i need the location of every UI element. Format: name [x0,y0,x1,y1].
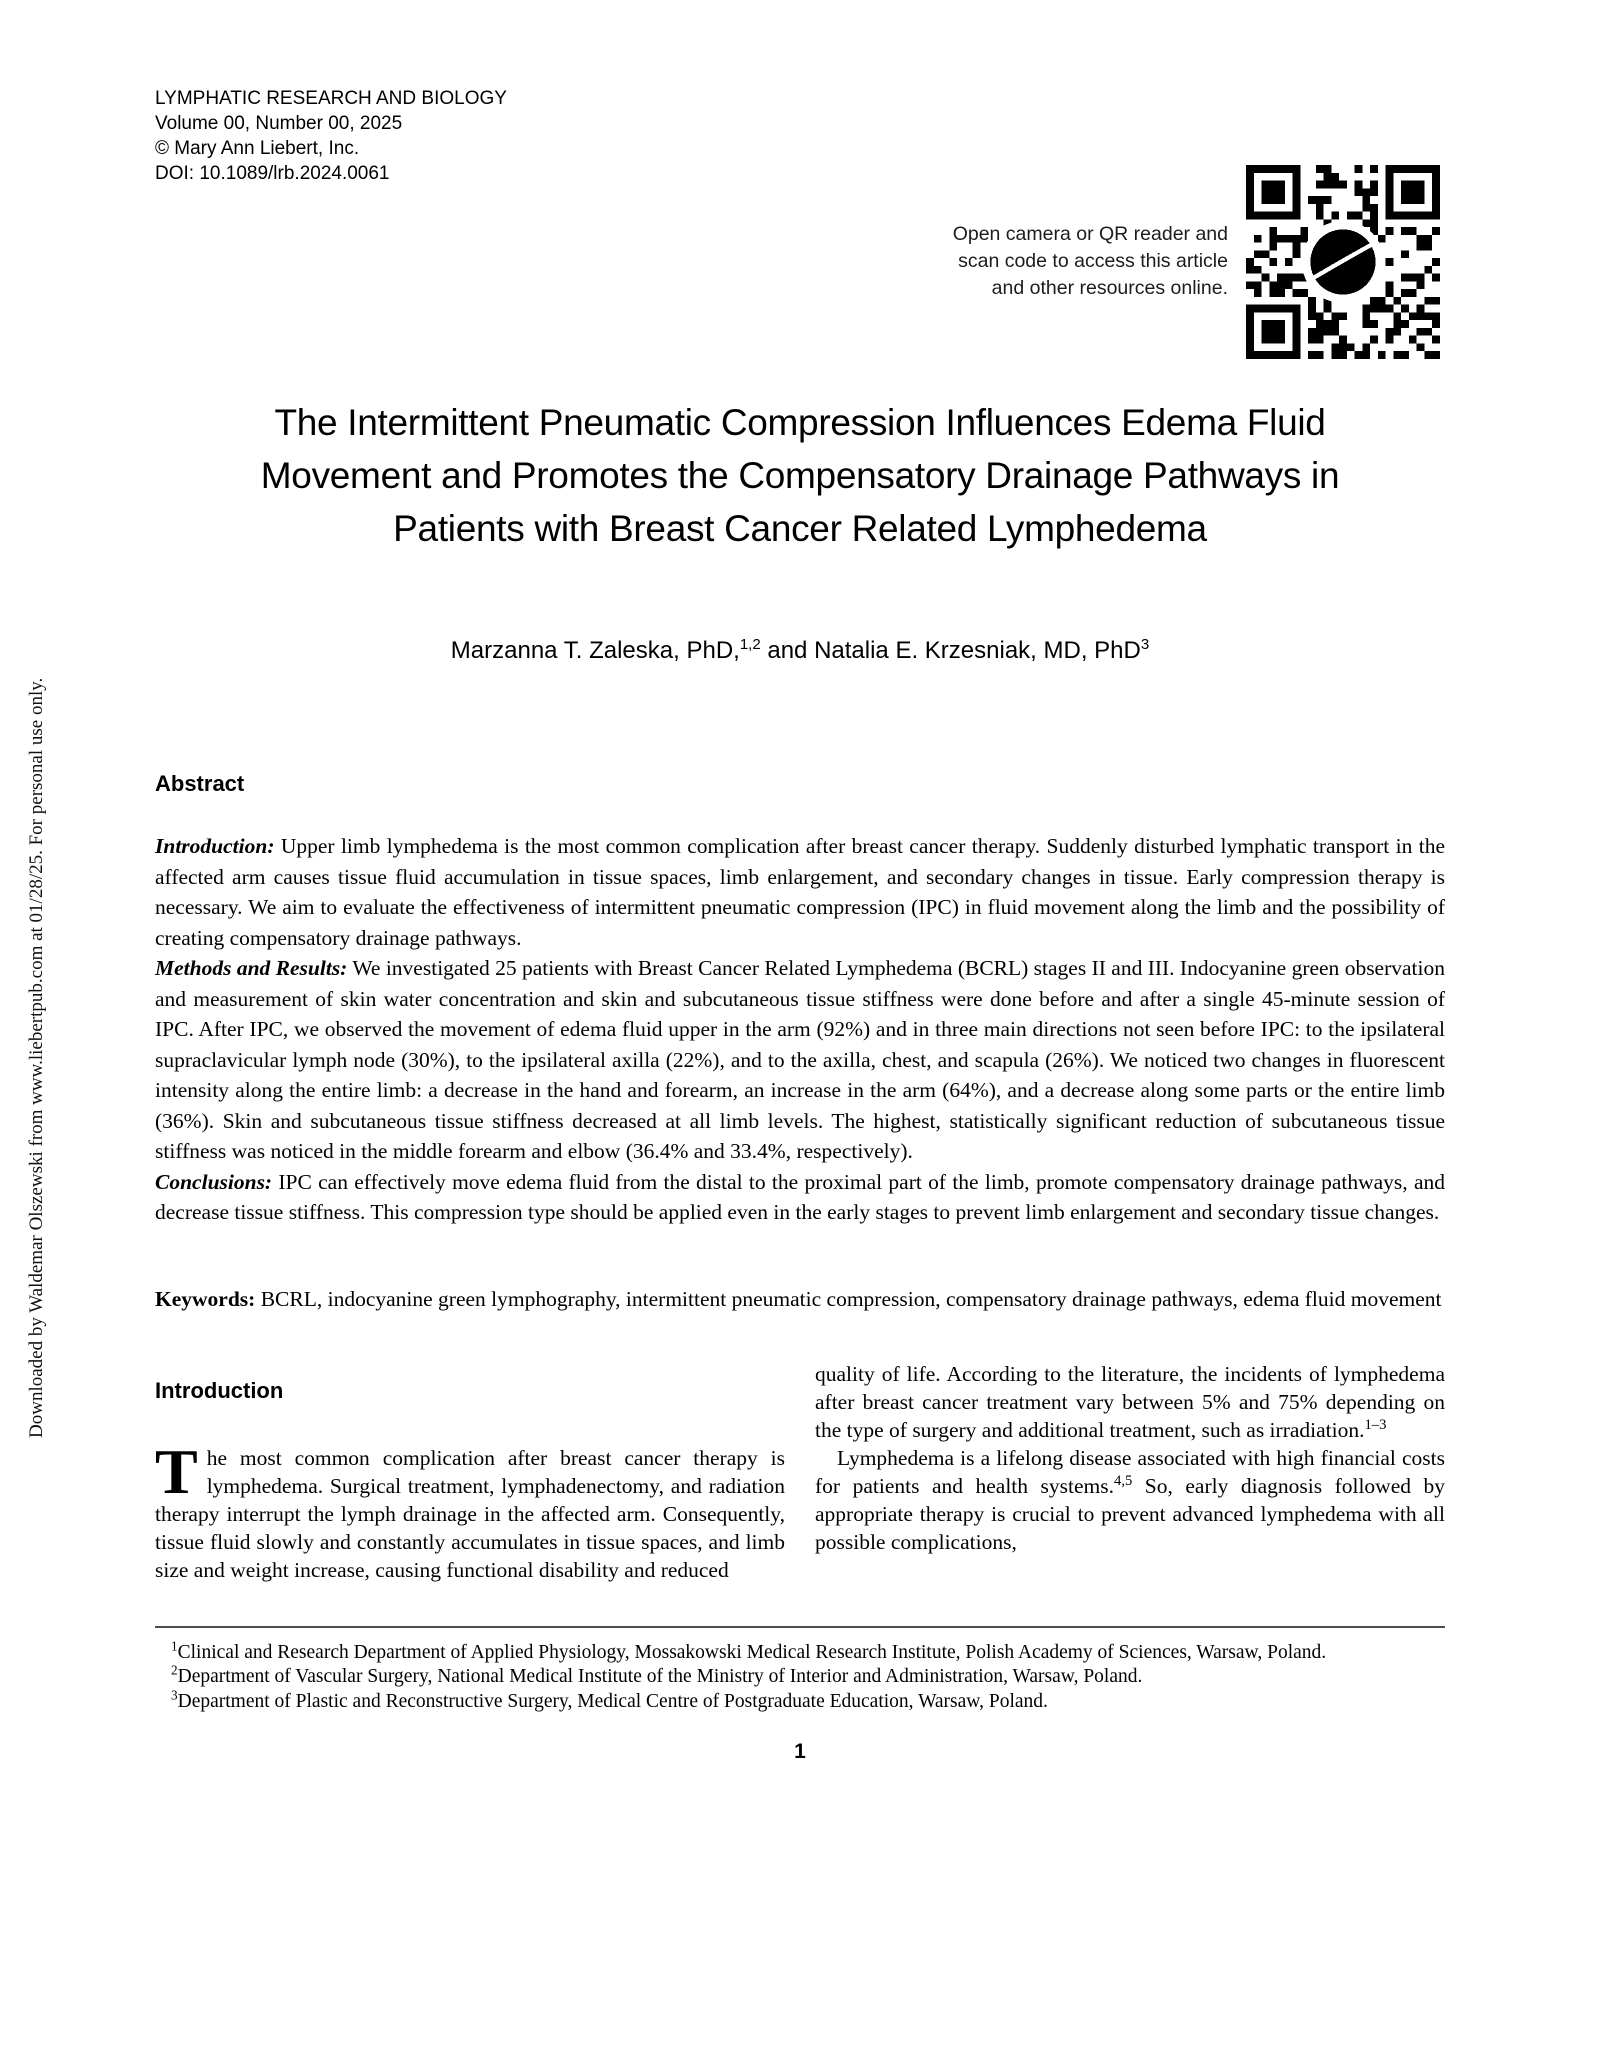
intro-paragraph: quality of life. According to the literature, the incidents of lymphedema after breast cancer treatment vary between 5% and 75% depending on the type of surgery and additional treatment, such as irradiation.$^{1-3}$ [815,1362,1445,1442]
abstract-body [155,831,1445,1228]
page-number: 1 [794,1740,806,1764]
qr-caption-line: and other resources online. [991,277,1228,299]
journal-volume: Volume 00, Number 00, 2025 [155,113,403,134]
keywords-line [155,1284,1445,1315]
abstract-paragraph-methods [155,953,1445,1167]
abstract-paragraph-text: IPC can effectively move edema fluid from the distal to the proximal part of the limb, promote compensatory drainage pathways, and decrease tissue stiffness. This compression type should be applied even in the early stages to prevent limb enlargement and secondary tissue changes. [155,1169,1445,1224]
keywords-label: Keywords: [155,1286,256,1311]
abstract-paragraph-label: Methods and Results: [155,956,348,980]
download-watermark: Downloaded by Waldemar Olszewski from www.liebertpub.com at 01/28/25. For personal use only. [26,677,47,1438]
journal-name: LYMPHATIC RESEARCH AND BIOLOGY [155,88,507,109]
abstract-paragraph-text: We investigated 25 patients with Breast Cancer Related Lymphedema (BCRL) stages II and III. Indocyanine green observation and measurement of skin water concentration and skin and subcutaneous tissue stiffness were done before and after a single 45-minute session of IPC. After IPC, we observed the movement of edema fluid upper in the arm (92%) and in three main directions not seen before IPC: to the ipsilateral supraclavicular lymph node (30%), to the ipsilateral axilla (22%), and to the axilla, chest, and scapula (26%). We noticed two changes in fluorescent intensity along the entire limb: a decrease in the hand and forearm, an increase in the arm (64%), and a decrease along some parts or the entire limb (36%). Skin and subcutaneous tissue stiffness decreased at all limb levels. The highest, statistically significant reduction of subcutaneous tissue stiffness was noticed in the middle forearm and elbow (36.4% and 33.4%, respectively). [155,956,1445,1163]
journal-copyright: © Mary Ann Liebert, Inc. [155,138,360,159]
two-column-body [155,1360,1445,1606]
introduction-heading: Introduction [155,1378,284,1404]
footnote-divider [155,1626,1445,1628]
intro-paragraph [155,1436,785,1584]
article-title: The Intermittent Pneumatic Compression Influences Edema Fluid Movement and Promotes the Compensatory Drainage Pathways in Patients with Breast Cancer Related Lymphedema [260,402,1340,549]
abstract-paragraph-introduction [155,831,1445,953]
footnote-affiliation-3: $^3$Department of Plastic and Reconstructive Surgery, Medical Centre of Postgraduate Education, Warsaw, Poland. [171,1687,1048,1712]
footnote-affiliation-2: $^2$Department of Vascular Surgery, National Medical Institute of the Ministry of Interior and Administration, Warsaw, Poland. [171,1662,1143,1688]
dropcap: T [155,1436,198,1508]
abstract-heading: Abstract [155,771,245,796]
abstract-paragraph-label: Introduction: [155,834,275,858]
intro-paragraph-text: he most common complication after breast cancer therapy is lymphedema. Surgical treatment, lymphadenectomy, and radiation therapy interrupt the lymph drainage in the affected arm. Consequently, tissue fluid slowly and constantly accumulates in tissue spaces, and limb size and weight increase, causing functional disability and reduced [155,1446,785,1583]
intro-paragraph: Lymphedema is a lifelong disease associated with high financial costs for patients and health systems.$^{4,5}$ So, early diagnosis followed by appropriate therapy is crucial to prevent advanced lymphedema with all possible complications, [815,1446,1446,1554]
authors-line: Marzanna T. Zaleska, PhD,$^{1,2}$ and Natalia E. Krzesniak, MD, PhD$^3$ [450,636,1150,664]
journal-header [155,86,1445,186]
qr-caption-line: scan code to access this article [958,250,1228,272]
keywords-text: BCRL, indocyanine green lymphography, intermittent pneumatic compression, compensatory drainage pathways, edema fluid movement [255,1286,1442,1311]
abstract-paragraph-label: Conclusions: [155,1169,273,1194]
footnote-affiliation-1: $^1$Clinical and Research Department of Applied Physiology, Mossakowski Medical Research Institute, Polish Academy of Sciences, Warsaw, Poland. [171,1638,1327,1663]
intro-left-column [155,1360,785,1606]
footnotes [155,1638,1445,1715]
qr-caption-line: Open camera or QR reader and [952,223,1228,245]
intro-right-column [815,1360,1445,1606]
journal-doi: DOI: 10.1089/lrb.2024.0061 [155,163,390,184]
page-content [155,0,1445,1764]
abstract-paragraph-text: Upper limb lymphedema is the most common complication after breast cancer therapy. Suddenly disturbed lymphatic transport in the affected arm causes tissue fluid accumulation in tissue spaces, limb enlargement, and secondary changes in tissue. Early compression therapy is necessary. We aim to evaluate the effectiveness of intermittent pneumatic compression (IPC) in fluid movement along the limb and the possibility of creating compensatory drainage pathways. [155,834,1445,950]
abstract-paragraph-conclusions [155,1167,1445,1228]
